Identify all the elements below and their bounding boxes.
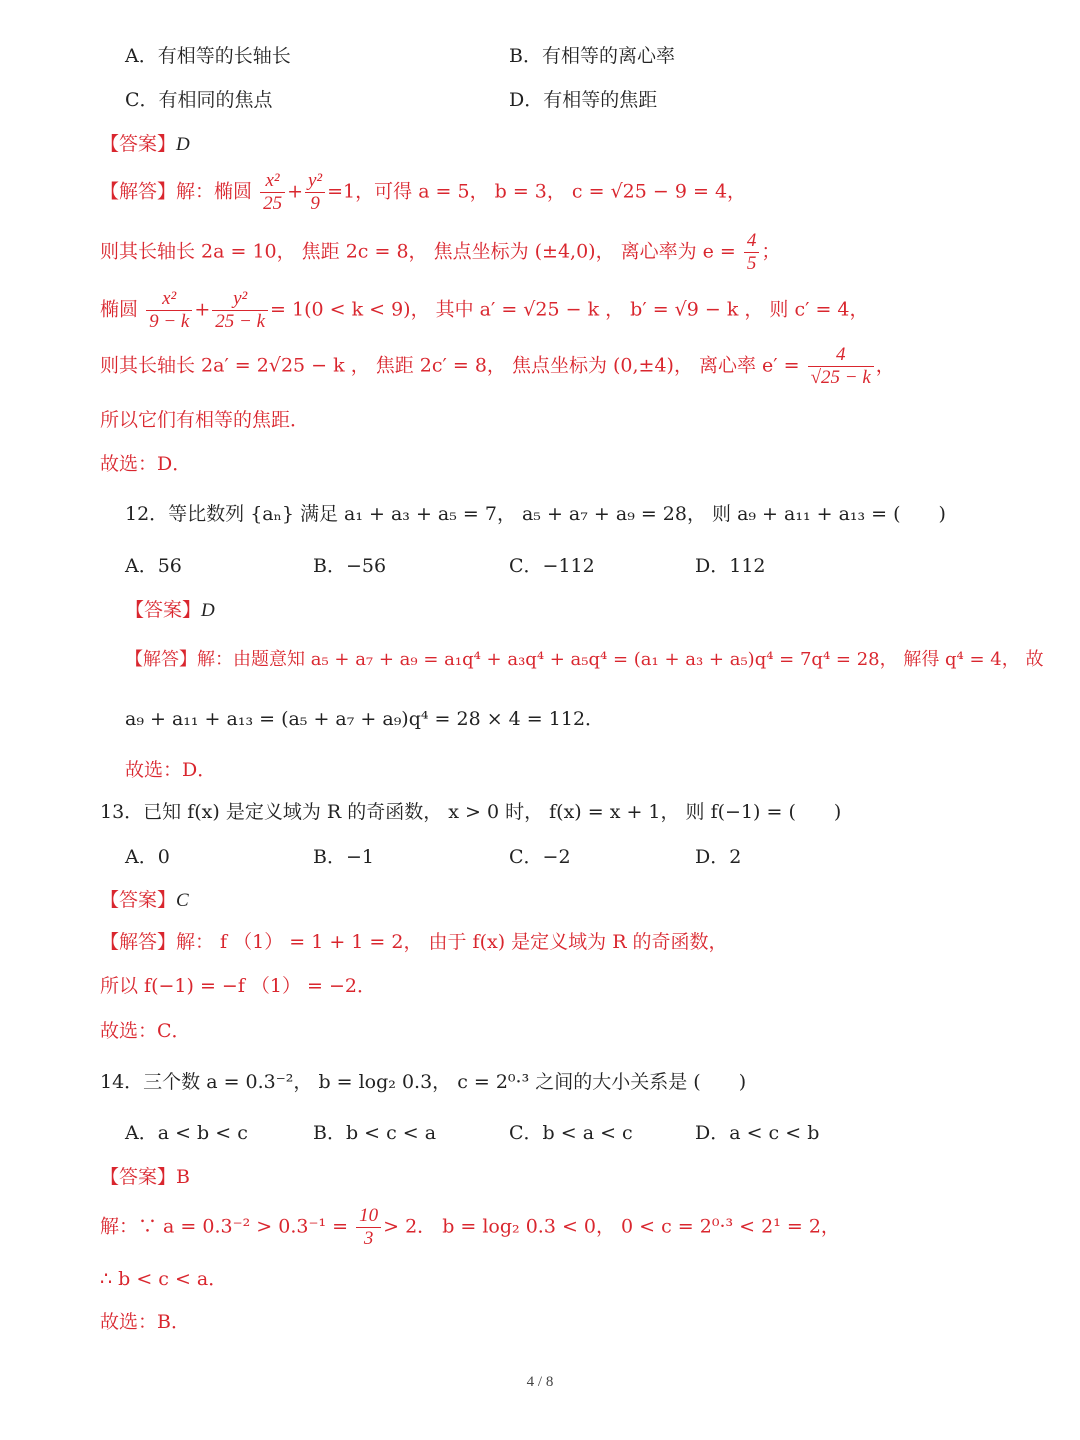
solution-tag: 【解答】 [125, 649, 197, 670]
solution-line: 则其长轴长 2a = 10， 焦距 2c = 8， 焦点坐标为 (±4,0)， 离心率为 e = $\frac{4}{5}$ ； [100, 230, 781, 274]
fraction: $\frac{\text{x²}}{9 - k}$ [146, 288, 192, 333]
solution-tag: 【解答】 [100, 180, 177, 203]
option-d: D．有相等的焦距 [509, 89, 658, 111]
choose-line: 故选：B． [100, 1311, 190, 1333]
answer-line [100, 887, 189, 914]
answer-tag: 【答案】 [125, 599, 202, 621]
option-b: B．有相等的离心率 [509, 45, 675, 67]
answer-tag: 【答案】 [100, 1166, 177, 1188]
question-stem: 13．已知 f(x) 是定义域为 R 的奇函数， x > 0 时， f(x) = x + 1， 则 f(−1) = ( ) [100, 801, 842, 823]
solution-line: ∴ b < c < a． [100, 1268, 228, 1290]
fraction: $\frac{10}{3}$ [356, 1205, 381, 1250]
solution-text: 解：∵ a = 0.3⁻² > 0.3⁻¹ = [100, 1215, 349, 1238]
answer-value: C [176, 890, 189, 911]
option-a: A．0 [125, 846, 170, 868]
answer-value: D [201, 600, 215, 621]
option-d: D．112 [695, 555, 766, 577]
option-c: C．b < a < c [509, 1122, 633, 1144]
solution-line: 【解答】解：椭圆 $\frac{\text{x²}}{25}$ + $\frac{\text{y²}}{9}$ =1，可得 a = 5， b = 3， c = √25 − 9 = 4， [100, 170, 747, 214]
option-c: C．−2 [509, 846, 571, 868]
option-b: B．−1 [313, 846, 374, 868]
solution-tag: 【解答】 [100, 931, 177, 953]
solution-text: 解：椭圆 [176, 180, 253, 203]
solution-text: 则其长轴长 2a = 10， 焦距 2c = 8， 焦点坐标为 (±4,0)， 离心率为 e = [100, 240, 736, 263]
solution-text: > 2． b = log₂ 0.3 < 0， 0 < c = 2⁰·³ < 2¹ = 2， [383, 1215, 840, 1238]
solution-line: 椭圆 $\frac{\text{x²}}{9 - k}$ + $\frac{\text{y²}}{25 - k}$ = 1(0 < k < 9)， 其中 a′ = √25 − k ， b′ = √9 − k ， 则 c′ = 4， [100, 288, 869, 332]
answer-tag: 【答案】 [100, 133, 177, 155]
question-stem: 12．等比数列 {aₙ} 满足 a₁ + a₃ + a₅ = 7， a₅ + a₇ + a₉ = 28， 则 a₉ + a₁₁ + a₁₃ = ( ) [125, 503, 946, 525]
answer-line [100, 1164, 190, 1190]
option-d: D．a < c < b [695, 1122, 820, 1144]
option-a: A．有相等的长轴长 [125, 45, 291, 67]
option-a: A．a < b < c [125, 1122, 248, 1144]
solution-text: 则其长轴长 2a′ = 2√25 − k ， 焦距 2c′ = 8， 焦点坐标为 (0,±4)， 离心率 e′ = [100, 354, 800, 377]
solution-text: 解： f （1） = 1 + 1 = 2， 由于 f(x) 是定义域为 R 的奇函数， [176, 931, 728, 953]
page-number: 4 / 8 [526, 1374, 554, 1390]
fraction: $\frac{\text{y²}}{9}$ [305, 170, 325, 215]
answer-line [100, 131, 190, 158]
solution-text: = 1(0 < k < 9)， 其中 a′ = √25 − k ， b′ = √9 − k ， 则 c′ = 4， [270, 298, 869, 321]
answer-value: B [176, 1166, 190, 1188]
answer-line [125, 597, 215, 624]
solution-line: 则其长轴长 2a′ = 2√25 − k ， 焦距 2c′ = 8， 焦点坐标为 (0,±4)， 离心率 e′ = $\frac{4}{√25 - k}$ ， [100, 344, 895, 388]
solution-text: 解：由题意知 a₅ + a₇ + a₉ = a₁q⁴ + a₃q⁴ + a₅q⁴ = (a₁ + a₃ + a₅)q⁴ = 7q⁴ = 28， 解得 q⁴ = 4， 故 [197, 649, 1044, 670]
answer-value: D [176, 134, 190, 155]
fraction: $\frac{\text{x²}}{25}$ [260, 170, 285, 215]
fraction: $\frac{4}{√25 - k}$ [808, 344, 874, 389]
choose-line: 故选：D． [125, 759, 217, 781]
question-stem: 14．三个数 a = 0.3⁻²， b = log₂ 0.3， c = 2⁰·³ 之间的大小关系是 ( ) [100, 1071, 747, 1093]
option-b: B．−56 [313, 555, 387, 577]
solution-line [100, 1205, 840, 1250]
solution-line: a₉ + a₁₁ + a₁₃ = (a₅ + a₇ + a₉)q⁴ = 28 × 4 = 112． [125, 708, 605, 730]
fraction: $\frac{4}{5}$ [744, 230, 760, 275]
choose-line: 故选：C． [100, 1020, 191, 1042]
solution-text: =1，可得 a = 5， b = 3， c = √25 − 9 = 4， [327, 180, 747, 203]
option-c: C．−112 [509, 555, 595, 577]
option-d: D．2 [695, 846, 742, 868]
answer-tag: 【答案】 [100, 889, 177, 911]
option-a: A．56 [125, 555, 182, 577]
solution-line [125, 647, 1043, 673]
option-c: C．有相同的焦点 [125, 89, 273, 111]
solution-text: 椭圆 [100, 298, 139, 321]
solution-line: 所以 f(−1) = −f （1） = −2． [100, 975, 376, 997]
solution-line [100, 929, 728, 955]
solution-line: 所以它们有相等的焦距． [100, 409, 310, 431]
option-b: B．b < c < a [313, 1122, 437, 1144]
choose-line: 故选：D． [100, 453, 192, 475]
fraction: $\frac{\text{y²}}{25 - k}$ [212, 288, 268, 333]
